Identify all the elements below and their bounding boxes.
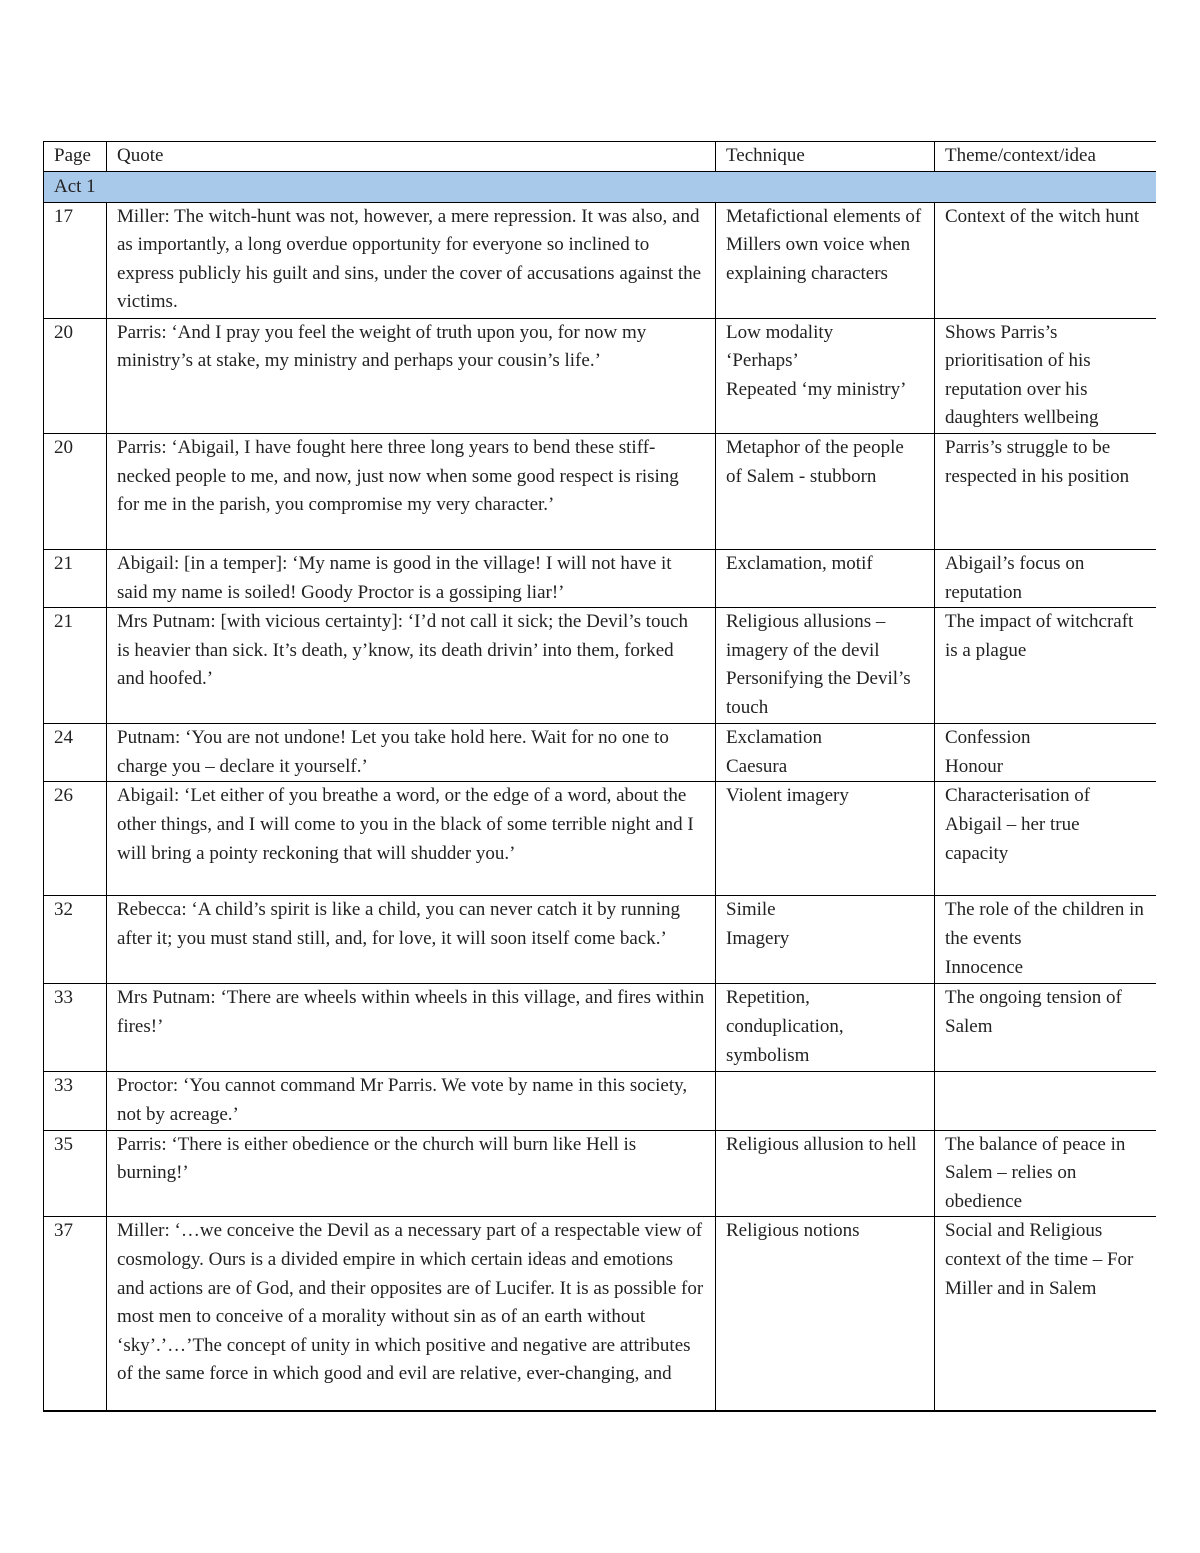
cell-quote: Parris: ‘There is either obedience or the church will burn like Hell is burning!’: [107, 1130, 716, 1217]
cell-theme: The ongoing tension of Salem: [935, 984, 1157, 1072]
cell-technique: Religious allusions – imagery of the devil Personifying the Devil’s touch: [716, 608, 935, 724]
cell-theme: [935, 1072, 1157, 1130]
cell-quote: Putnam: ‘You are not undone! Let you take hold here. Wait for no one to charge you – declare it yourself.’: [107, 724, 716, 782]
quote-analysis-table: [43, 141, 1156, 1412]
table-row: [44, 549, 1157, 607]
cell-page: 21: [44, 608, 107, 724]
cell-technique: Religious allusion to hell: [716, 1130, 935, 1217]
table-row: [44, 202, 1157, 318]
cell-theme: The balance of peace in Salem – relies on obedience: [935, 1130, 1157, 1217]
cell-technique: Exclamation Caesura: [716, 724, 935, 782]
cell-page: 24: [44, 724, 107, 782]
cell-quote: Mrs Putnam: ‘There are wheels within wheels in this village, and fires within fires!’: [107, 984, 716, 1072]
cell-technique: [716, 1072, 935, 1130]
cell-page: 32: [44, 896, 107, 984]
cell-quote: Parris: ‘Abigail, I have fought here three long years to bend these stiff-necked people to me, and now, just now when some good respect is rising for me in the parish, you compromise my very character.’: [107, 433, 716, 549]
table-row: [44, 984, 1157, 1072]
cell-technique: Religious notions: [716, 1217, 935, 1412]
table-header-row: [44, 142, 1157, 172]
cell-quote: Abigail: ‘Let either of you breathe a word, or the edge of a word, about the other things, and I will come to you in the black of some terrible night and I will bring a pointy reckoning that will shudder you.’: [107, 782, 716, 896]
cell-quote: Miller: ‘…we conceive the Devil as a necessary part of a respectable view of cosmology. Ours is a divided empire in which certain ideas and emotions and actions are of God, and their opposites are of Lucifer. It is as possible for most men to conceive of a morality without sin as of an earth without ‘sky’.’…’The concept of unity in which positive and negative are attributes of the same force in which good and evil are relative, ever-changing, and: [107, 1217, 716, 1412]
cell-page: 17: [44, 202, 107, 318]
table-row: [44, 318, 1157, 433]
header-theme: Theme/context/idea: [935, 142, 1157, 172]
cell-page: 35: [44, 1130, 107, 1217]
cell-theme: Social and Religious context of the time – For Miller and in Salem: [935, 1217, 1157, 1412]
cell-page: 20: [44, 433, 107, 549]
cell-page: 33: [44, 1072, 107, 1130]
cell-page: 26: [44, 782, 107, 896]
table-row: [44, 1072, 1157, 1130]
cell-quote: Proctor: ‘You cannot command Mr Parris. We vote by name in this society, not by acreage.’: [107, 1072, 716, 1130]
cell-theme: Context of the witch hunt: [935, 202, 1157, 318]
cell-technique: Violent imagery: [716, 782, 935, 896]
table-row: [44, 782, 1157, 896]
cell-technique: Repetition, conduplication, symbolism: [716, 984, 935, 1072]
cell-theme: Abigail’s focus on reputation: [935, 549, 1157, 607]
cell-quote: Rebecca: ‘A child’s spirit is like a child, you can never catch it by running after it; you must stand still, and, for love, it will soon itself come back.’: [107, 896, 716, 984]
table-row: [44, 433, 1157, 549]
cell-page: 37: [44, 1217, 107, 1412]
cell-page: 20: [44, 318, 107, 433]
table-row: [44, 1130, 1157, 1217]
cell-technique: Metaphor of the people of Salem - stubborn: [716, 433, 935, 549]
cell-quote: Parris: ‘And I pray you feel the weight of truth upon you, for now my ministry’s at stake, my ministry and perhaps your cousin’s life.’: [107, 318, 716, 433]
section-label: Act 1: [44, 172, 1157, 203]
cell-quote: Abigail: [in a temper]: ‘My name is good in the village! I will not have it said my name is soiled! Goody Proctor is a gossiping liar!’: [107, 549, 716, 607]
header-quote: Quote: [107, 142, 716, 172]
header-technique: Technique: [716, 142, 935, 172]
table-row: [44, 1217, 1157, 1412]
table-row: [44, 724, 1157, 782]
section-row-act-1: [44, 172, 1157, 203]
cell-quote: Miller: The witch-hunt was not, however, a mere repression. It was also, and as importantly, a long overdue opportunity for everyone so inclined to express publicly his guilt and sins, under the cover of accusations against the victims.: [107, 202, 716, 318]
table-row: [44, 608, 1157, 724]
cell-technique: Exclamation, motif: [716, 549, 935, 607]
cell-theme: Shows Parris’s prioritisation of his reputation over his daughters wellbeing: [935, 318, 1157, 433]
cell-theme: Characterisation of Abigail – her true capacity: [935, 782, 1157, 896]
cell-technique: Low modality ‘Perhaps’ Repeated ‘my ministry’: [716, 318, 935, 433]
cell-theme: The impact of witchcraft is a plague: [935, 608, 1157, 724]
cell-theme: Confession Honour: [935, 724, 1157, 782]
document-table-container: [43, 141, 1156, 1412]
cell-technique: Simile Imagery: [716, 896, 935, 984]
header-page: Page: [44, 142, 107, 172]
table-row: [44, 896, 1157, 984]
cell-theme: Parris’s struggle to be respected in his position: [935, 433, 1157, 549]
cell-page: 33: [44, 984, 107, 1072]
cell-technique: Metafictional elements of Millers own voice when explaining characters: [716, 202, 935, 318]
cell-page: 21: [44, 549, 107, 607]
cell-quote: Mrs Putnam: [with vicious certainty]: ‘I’d not call it sick; the Devil’s touch is heavier than sick. It’s death, y’know, its death drivin’ into them, forked and hoofed.’: [107, 608, 716, 724]
cell-theme: The role of the children in the events Innocence: [935, 896, 1157, 984]
